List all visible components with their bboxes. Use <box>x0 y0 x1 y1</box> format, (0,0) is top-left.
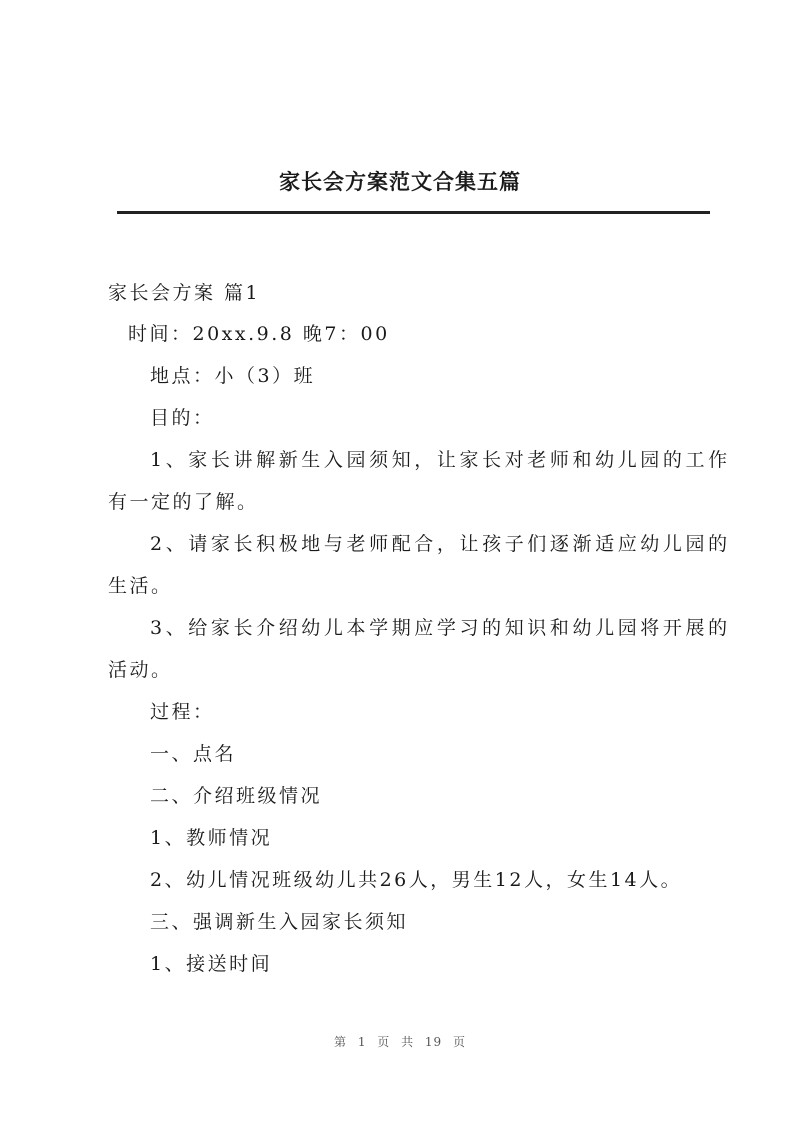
paragraph-purpose-1-cont: 有一定的了解。 <box>108 491 259 513</box>
paragraph-purpose-2-cont: 生活。 <box>108 575 173 597</box>
paragraph-pickup: 1、接送时间 <box>150 953 273 975</box>
paragraph-purpose-1: 1、家长讲解新生入园须知，让家长对老师和幼儿园的工作 <box>150 449 731 471</box>
paragraph-process-3: 三、强调新生入园家长须知 <box>150 911 409 933</box>
paragraph-purpose-3: 3、给家长介绍幼儿本学期应学习的知识和幼儿园将开展的 <box>150 617 731 639</box>
paragraph-time: 时间：20xx.9.8 晚7：00 <box>128 323 390 345</box>
paragraph-purpose-2: 2、请家长积极地与老师配合，让孩子们逐渐适应幼儿园的 <box>150 533 731 555</box>
paragraph-purpose-3-cont: 活动。 <box>108 659 173 681</box>
paragraph-process-label: 过程： <box>150 701 215 723</box>
paragraph-teacher: 1、教师情况 <box>150 827 273 849</box>
title-divider <box>117 211 710 214</box>
section-heading: 家长会方案 篇1 <box>108 282 261 304</box>
paragraph-process-2: 二、介绍班级情况 <box>150 785 323 807</box>
paragraph-process-1: 一、点名 <box>150 743 237 765</box>
paragraph-location: 地点：小（3）班 <box>150 365 316 387</box>
page-number: 第 1 页 共 19 页 <box>334 1035 466 1049</box>
paragraph-purpose-label: 目的： <box>150 407 215 429</box>
paragraph-children: 2、幼儿情况班级幼儿共26人，男生12人，女生14人。 <box>150 869 683 891</box>
document-title: 家长会方案范文合集五篇 <box>279 169 521 194</box>
